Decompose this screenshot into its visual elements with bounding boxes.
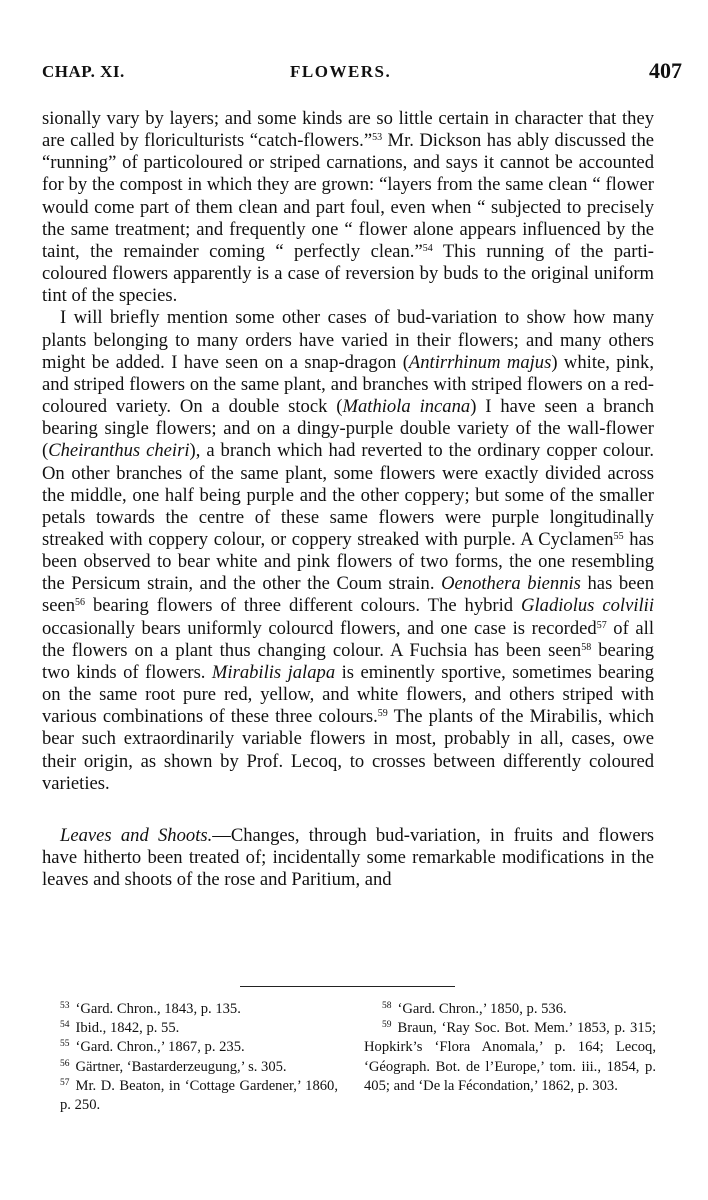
text-run: The plants of the Mirabilis, which bear such extraordinarily variable flowers in most, probably in all, cases, owe their origin, as shown by Prof. Lecoq, to crosses between differently coloured varieties. [42, 706, 655, 794]
text-run: bearing flowers of three different colours. The hybrid [85, 595, 522, 617]
text-run: has been observed to bear white and pink flowers of two forms, the one resembling the Persicum strain, and the other the Coum strain. [42, 528, 654, 595]
paragraph-leaves-and-shoots [42, 825, 654, 891]
text-run: ) white, pink, and striped flowers on the same plant, and branches with striped flowers on a red-coloured variety. On a double stock ( [42, 351, 654, 418]
footnote-59: $^{59}$ Braun, ‘Ray Soc. Bot. Mem.’ 1853, p. 315; Hopkirk’s ‘Flora Anomala,’ p. 164; Lecoq, ‘Géograph. Bot. de l’Europe,’ tom. iii., 1854, p. 405; and ‘De la Fécondation,’ 1862, p. 303. [364, 1020, 656, 1094]
footnote-53: $^{53}$ ‘Gard. Chron., 1843, p. 135. [60, 1001, 241, 1017]
footnote-55: $^{55}$ ‘Gard. Chron.,’ 1867, p. 235. [60, 1039, 245, 1056]
footnote-57: $^{57}$ Mr. D. Beaton, in ‘Cottage Gardener,’ 1860, p. 250. [60, 1077, 338, 1114]
italic-text: Antirrhinum majus [408, 351, 552, 373]
footnote-reference: 56 [75, 597, 86, 609]
text-run: is eminently sportive, sometimes bearing on the same root pure red, yellow, and white flowers, and others striped with various combinations of these three colours. [42, 661, 655, 728]
footnote-reference: 57 [596, 619, 607, 631]
footnote-reference: 53 [372, 132, 383, 144]
footnote-reference: 58 [581, 641, 592, 653]
footnote-56: $^{56}$ Gärtner, ‘Bastarderzeugung,’ s. 305. [60, 1058, 287, 1075]
footnote-58: $^{58}$ ‘Gard. Chron.,’ 1850, p. 536. [382, 1001, 567, 1017]
footnote-reference: 54 [422, 242, 433, 254]
text-run: ), a branch which had reverted to the ordinary copper colour. On other branches of the same plant, some flowers were exactly divided across the middle, one half being purple and the other coppery; but some of the smaller petals towards the centre of these same flowers were purple longitudinally streaked with coppery colour, or coppery streaked with purple. A Cyclamen [42, 440, 655, 550]
running-header [42, 58, 682, 88]
text-run: This running of the parti-coloured flowers apparently is a case of reversion by buds to the original uniform tint of the species. [42, 240, 654, 307]
text-run: Mr. Dickson has ably discussed the “running” of particoloured or striped carnations, and says it cannot be accounted for by the compost in which they are grown: “layers from the same clean “ flower would come part of them clean and part foul, even when “ subjected to precisely the same treatment; and frequently one “ flower alone appears influenced by the taint, the remainder coming “ perfectly clean.” [42, 130, 654, 262]
text-run: sionally vary by layers; and some kinds are so little certain in character that they are called by floriculturists “catch-flowers.” [42, 108, 654, 152]
text-run: bearing two kinds of flowers. [42, 639, 654, 683]
text-run: I will briefly mention some other cases of bud-variation to show how many plants belonging to many orders have varied in their flowers; and many others might be added. I have seen on a snap-dragon ( [42, 307, 654, 373]
footnote-reference: 55 [613, 530, 624, 542]
chapter-label: CHAP. XI. [42, 62, 125, 81]
italic-text: Cheiranthus cheiri [48, 440, 190, 462]
body-text [42, 108, 654, 891]
footnotes-left-column [42, 1000, 338, 1115]
text-run: occasionally bears uniformly colourcd flowers, and one case is recorded [42, 617, 597, 639]
page-number: 407 [649, 58, 682, 83]
footnote-divider [240, 986, 455, 987]
text-run: of all the flowers on a plant thus changing colour. A Fuchsia has been seen [42, 617, 654, 661]
footnotes-right-column [364, 1000, 656, 1096]
running-title: FLOWERS. [290, 62, 392, 81]
italic-text: Mirabilis jalapa [211, 661, 336, 683]
text-run: —Changes, through bud-variation, in fruits and flowers have hitherto been treated of; incidentally some remarkable modifications in the leaves and shoots of the rose and Paritium, and [42, 824, 654, 891]
footnote-reference: 59 [377, 708, 388, 720]
text-run: ) I have seen a branch bearing single flowers; and on a dingy-purple double variety of the wall-flower ( [42, 396, 655, 462]
italic-text: Gladiolus colvilii [521, 595, 654, 617]
italic-text: Oenothera biennis [441, 573, 581, 595]
footnote-54: $^{54}$ Ibid., 1842, p. 55. [60, 1020, 180, 1037]
paragraph-2 [42, 307, 654, 794]
italic-text: Mathiola incana [342, 396, 471, 418]
italic-text: Leaves and Shoots. [60, 824, 213, 846]
paragraph-1 [42, 108, 654, 307]
text-run: has been seen [42, 573, 654, 617]
